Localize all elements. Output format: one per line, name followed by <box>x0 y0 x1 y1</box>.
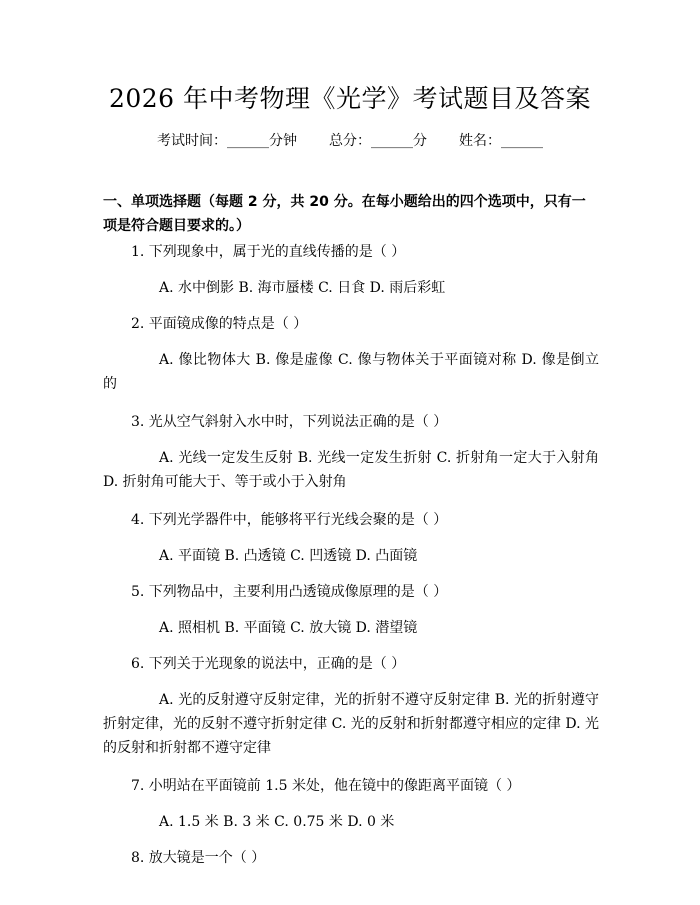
question-stem: 2. 平面镜成像的特点是（ ） <box>131 316 308 332</box>
total-score-label: 总分：______分 <box>329 133 427 149</box>
question-options: A. 照相机 B. 平面镜 C. 放大镜 D. 潜望镜 <box>159 620 418 636</box>
question-options: A. 光的反射遵守反射定律，光的折射不遵守反射定律 B. 光的折射遵守折射定律，光的反射不遵守折射定律 C. 光的反射和折射都遵守相应的定律 D. 光的反射和折射都不遵守定律 <box>103 692 599 756</box>
question-options: A. 光线一定发生反射 B. 光线一定发生折射 C. 折射角一定大于入射角 D. 折射角可能大于、等于或小于入射角 <box>103 450 599 490</box>
question-options: A. 水中倒影 B. 海市蜃楼 C. 日食 D. 雨后彩虹 <box>159 280 446 296</box>
question-stem: 7. 小明站在平面镜前 1.5 米处，他在镜中的像距离平面镜（ ） <box>131 778 521 794</box>
question-stem: 3. 光从空气斜射入水中时，下列说法正确的是（ ） <box>131 414 448 430</box>
section-heading: 一、单项选择题（每题 2 分，共 20 分。在每小题给出的四个选项中，只有一项是符合题目要求的。） <box>103 194 586 234</box>
question-stem: 1. 下列现象中，属于光的直线传播的是（ ） <box>131 244 406 260</box>
question-options: A. 1.5 米 B. 3 米 C. 0.75 米 D. 0 米 <box>159 814 395 830</box>
question-stem: 8. 放大镜是一个（ ） <box>131 850 266 866</box>
page-title: 2026 年中考物理《光学》考试题目及答案 <box>108 84 592 113</box>
question-options: A. 平面镜 B. 凸透镜 C. 凹透镜 D. 凸面镜 <box>159 548 418 564</box>
question-stem: 5. 下列物品中，主要利用凸透镜成像原理的是（ ） <box>131 584 448 600</box>
student-name-label: 姓名：______ <box>459 133 543 149</box>
question-stem: 6. 下列关于光现象的说法中，正确的是（ ） <box>131 656 406 672</box>
exam-meta <box>0 131 700 151</box>
question-options: A. 像比物体大 B. 像是虚像 C. 像与物体关于平面镜对称 D. 像是倒立的 <box>103 352 599 392</box>
exam-time-label: 考试时间：______分钟 <box>157 133 297 149</box>
question-stem: 4. 下列光学器件中，能够将平行光线会聚的是（ ） <box>131 512 448 528</box>
question-list <box>103 240 599 882</box>
